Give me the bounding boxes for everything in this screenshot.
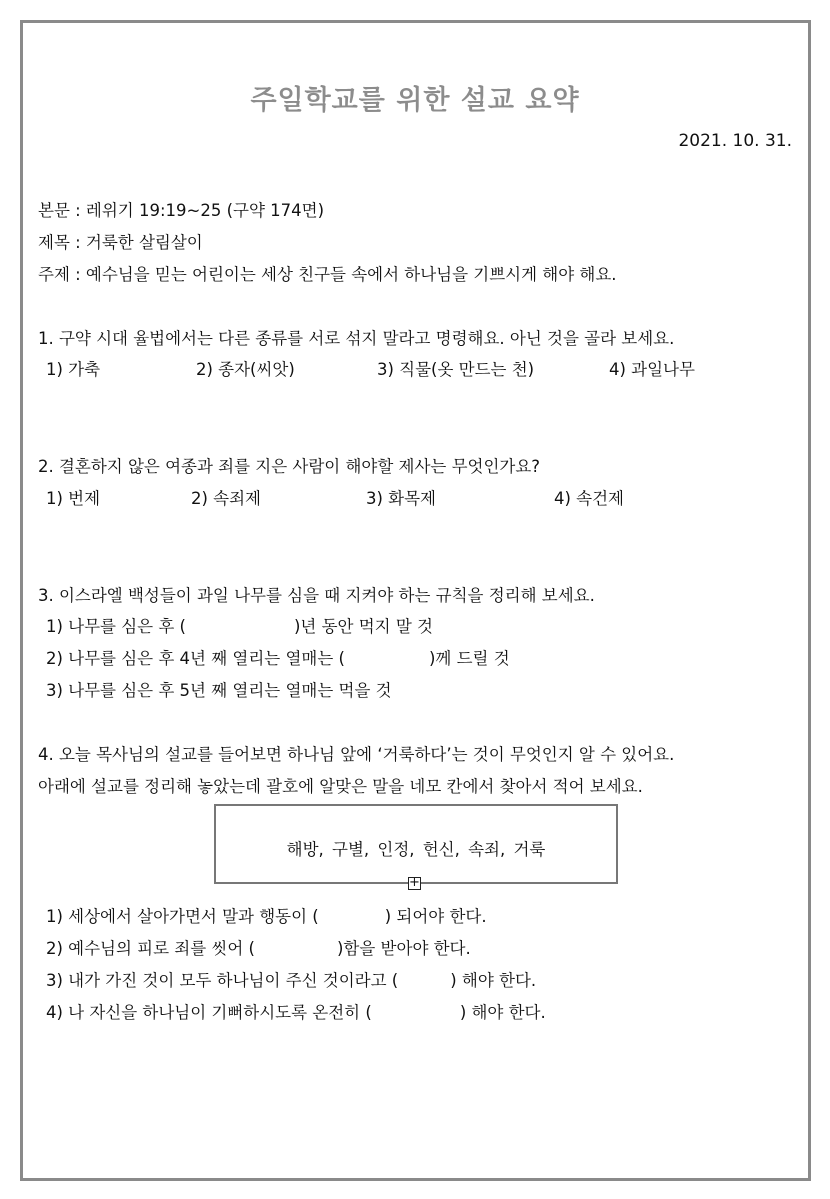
q4-item-1-after: ) 되어야 한다.: [384, 907, 487, 926]
q3-item-1: [46, 613, 433, 637]
q4-item-1-before: 1) 세상에서 살아가면서 말과 행동이 (: [46, 907, 319, 926]
q1-option-1: 1) 가축: [46, 360, 101, 379]
q3-item-1-before: 1) 나무를 심은 후 (: [46, 617, 186, 636]
word-bank: 해방, 구별, 인정, 헌신, 속죄, 거룩: [286, 840, 546, 859]
q4-item-2-after: )함을 받아야 한다.: [337, 939, 471, 958]
question-3: 3. 이스라엘 백성들이 과일 나무를 심을 때 지켜야 하는 규칙을 정리해 보세요.: [38, 586, 595, 605]
q2-option-2: 2) 속죄제: [191, 489, 261, 508]
question-4-line-2: 아래에 설교를 정리해 놓았는데 괄호에 알맞은 말을 네모 칸에서 찾아서 적어 보세요.: [38, 777, 643, 796]
page-title: 주일학교를 위한 설교 요약: [250, 85, 580, 116]
question-4-line-1: 4. 오늘 목사님의 설교를 들어보면 하나님 앞에 ‘거룩하다’는 것이 무엇인지 알 수 있어요.: [38, 745, 675, 764]
question-2: 2. 결혼하지 않은 여종과 죄를 지은 사람이 해야할 제사는 무엇인가요?: [38, 457, 541, 476]
theme-line: 주제 : 예수님을 믿는 어린이는 세상 친구들 속에서 하나님을 기쁘시게 해야 해요.: [38, 265, 617, 284]
q3-item-3: 3) 나무를 심은 후 5년 째 열리는 열매는 먹을 것: [46, 681, 392, 700]
date: 2021. 10. 31.: [678, 131, 792, 151]
q2-option-1: 1) 번제: [46, 489, 101, 508]
move-handle-icon[interactable]: +: [409, 875, 420, 890]
q3-item-2-before: 2) 나무를 심은 후 4년 째 열리는 열매는 (: [46, 649, 345, 668]
q1-option-2: 2) 종자(씨앗): [196, 360, 295, 379]
q3-item-2-after: )께 드릴 것: [428, 649, 510, 668]
q4-item-4: [46, 999, 546, 1023]
q4-item-3-before: 3) 내가 가진 것이 모두 하나님이 주신 것이라고 (: [46, 971, 399, 990]
q4-item-3: [46, 967, 536, 991]
q4-item-4-after: ) 해야 한다.: [459, 1003, 546, 1022]
q4-item-1: [46, 903, 487, 927]
subject-line: 제목 : 거룩한 살림살이: [38, 233, 203, 252]
q2-option-3: 3) 화목제: [366, 489, 436, 508]
q2-option-4: 4) 속건제: [554, 489, 624, 508]
q3-item-1-after: )년 동안 먹지 말 것: [294, 617, 433, 636]
q1-option-3: 3) 직물(옷 만드는 천): [377, 360, 535, 379]
q4-item-2-before: 2) 예수님의 피로 죄를 씻어 (: [46, 939, 255, 958]
scripture-line: 본문 : 레위기 19:19~25 (구약 174면): [38, 201, 325, 220]
q4-item-4-before: 4) 나 자신을 하나님이 기뻐하시도록 온전히 (: [46, 1003, 372, 1022]
word-bank-box: [214, 804, 618, 884]
q4-item-2: [46, 935, 471, 959]
q4-item-3-after: ) 해야 한다.: [450, 971, 537, 990]
q3-item-2: [46, 645, 510, 669]
question-1: 1. 구약 시대 율법에서는 다른 종류를 서로 섞지 말라고 명령해요. 아닌 것을 골라 보세요.: [38, 329, 675, 348]
q1-option-4: 4) 과일나무: [609, 360, 695, 379]
